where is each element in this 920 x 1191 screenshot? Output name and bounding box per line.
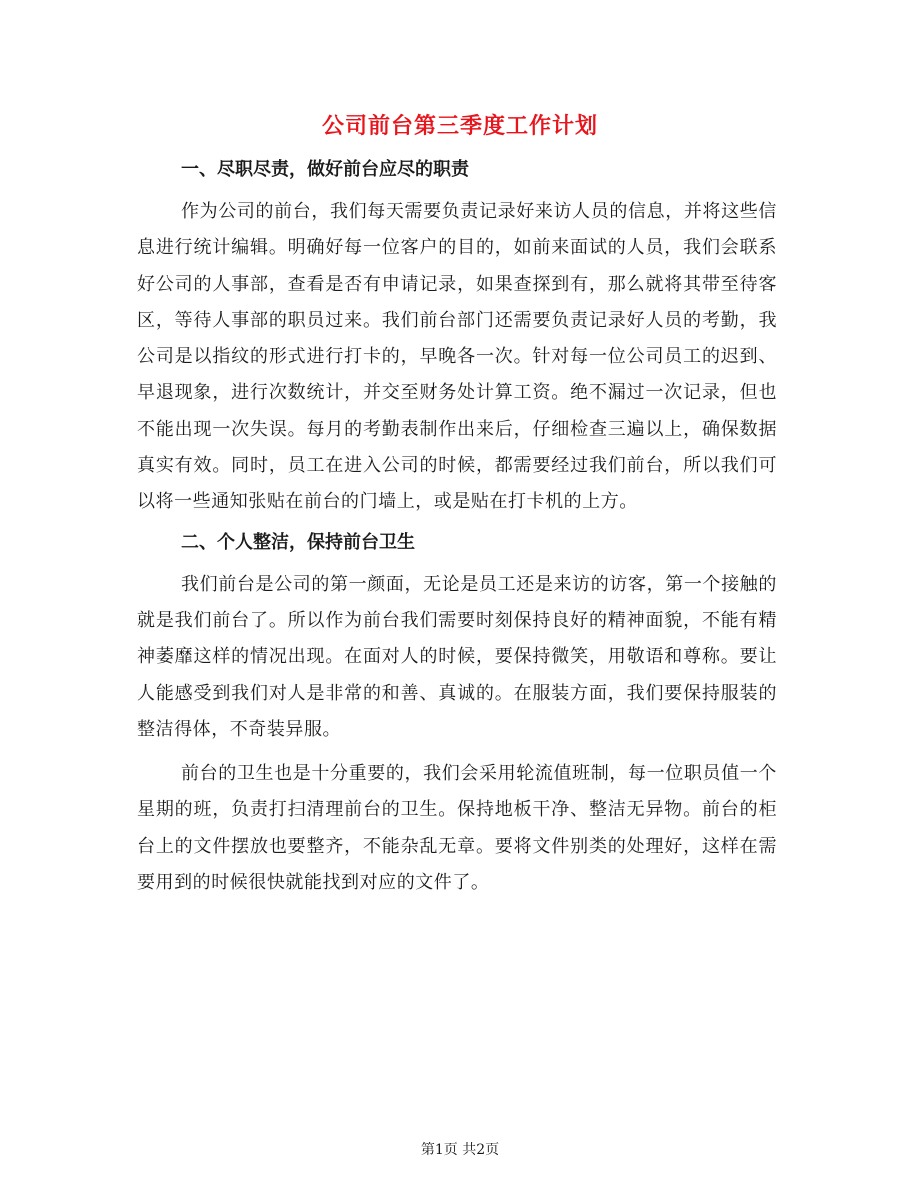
- section-heading-1: 一、尽职尽责，做好前台应尽的职责: [181, 159, 469, 180]
- page-footer: 第1页 共2页: [420, 1142, 500, 1158]
- section-2-paragraph-1: 我们前台是公司的第一颜面，无论是员工还是来访的访客，第一个接触的就是我们前台了。所以作为前台我们需要时刻保持良好的精神面貌，不能有精神萎靡这样的情况出现。在面对人的时候，要保持微笑，用敬语和尊称。要让人能感受到我们对人是非常的和善、真诚的。在服装方面，我们要保持服装的整洁得体，不奇装异服。: [137, 573, 777, 740]
- document-body: [137, 152, 777, 901]
- section-1-paragraph-1: 作为公司的前台，我们每天需要负责记录好来访人员的信息，并将这些信息进行统计编辑。明确好每一位客户的目的，如前来面试的人员，我们会联系好公司的人事部，查看是否有申请记录，如果查探到有，那么就将其带至待客区，等待人事部的职员过来。我们前台部门还需要负责记录好人员的考勤，我公司是以指纹的形式进行打卡的，早晚各一次。针对每一位公司员工的迟到、早退现象，进行次数统计，并交至财务处计算工资。绝不漏过一次记录，但也不能出现一次失误。每月的考勤表制作出来后，仔细检查三遍以上，确保数据真实有效。同时，员工在进入公司的时候，都需要经过我们前台，所以我们可以将一些通知张贴在前台的门墙上，或是贴在打卡机的上方。: [137, 201, 777, 513]
- section-2-paragraph-2: 前台的卫生也是十分重要的，我们会采用轮流值班制，每一位职员值一个星期的班，负责打扫清理前台的卫生。保持地板干净、整洁无异物。前台的柜台上的文件摆放也要整齐，不能杂乱无章。要将文件别类的处理好，这样在需要用到的时候很快就能找到对应的文件了。: [137, 763, 777, 894]
- section-heading-2: 二、个人整洁，保持前台卫生: [181, 531, 415, 553]
- page-title: 公司前台第三季度工作计划: [321, 113, 598, 139]
